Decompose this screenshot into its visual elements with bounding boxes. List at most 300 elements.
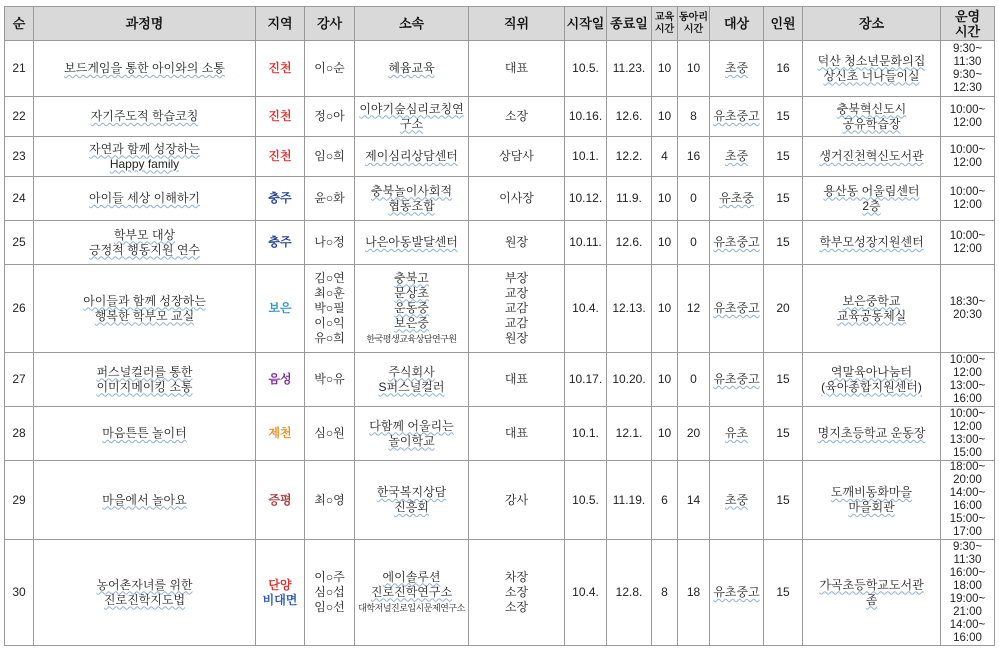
row-number-text: 27 xyxy=(12,372,26,386)
affiliation-text: 다함께 어울리는 놀이학교 xyxy=(369,418,454,448)
instructor-text: 임○희 xyxy=(314,149,345,163)
table-row xyxy=(5,97,995,137)
end-date-text: 11.19. xyxy=(612,492,646,507)
cell-end-date xyxy=(607,407,652,461)
club-hours-text: 0 xyxy=(690,235,697,249)
time-text: 10:00~ 12:00 xyxy=(949,103,986,129)
cell-edu-hours xyxy=(652,137,678,177)
start-date-text: 10.1. xyxy=(572,426,599,440)
instructor-text: 김○연 최○훈 박○필 이○익 유○희 xyxy=(314,271,345,345)
cell-count xyxy=(764,221,803,265)
course-name-text: 보드게임을 통한 아이와의 소통 xyxy=(64,61,225,75)
cell-club-hours xyxy=(678,353,710,407)
cell-target xyxy=(710,265,764,353)
cell-time xyxy=(941,407,995,461)
col-header-edu-hours: 교육 시간 xyxy=(652,7,678,41)
position-text: 원장 xyxy=(504,235,529,249)
cell-position xyxy=(469,97,565,137)
row-number-text: 26 xyxy=(12,301,26,315)
cell-edu-hours xyxy=(652,461,678,540)
count-text: 15 xyxy=(776,149,790,163)
cell-row-number xyxy=(5,97,34,137)
cell-position xyxy=(469,540,565,646)
cell-start-date xyxy=(565,540,607,646)
edu-hours-text: 6 xyxy=(661,492,668,507)
cell-end-date xyxy=(607,461,652,540)
cell-club-hours xyxy=(678,177,710,221)
cell-region xyxy=(256,353,305,407)
cell-time xyxy=(941,177,995,221)
cell-place xyxy=(803,97,941,137)
club-hours-text: 18 xyxy=(686,585,701,599)
position-text: 차장 소장 소장 xyxy=(504,570,529,614)
cell-time xyxy=(941,540,995,646)
place-text: 보은중학교 교육공동체실 xyxy=(836,293,907,323)
cell-affiliation xyxy=(355,41,469,97)
region-label: 진천 xyxy=(268,149,292,163)
row-number-text: 22 xyxy=(12,109,26,123)
cell-instructor xyxy=(305,407,355,461)
instructor-text: 이○주 심○섭 임○선 xyxy=(314,570,345,614)
cell-club-hours xyxy=(678,265,710,353)
edu-hours-text: 10 xyxy=(657,61,672,75)
cell-place xyxy=(803,353,941,407)
cell-region xyxy=(256,407,305,461)
cell-region xyxy=(256,265,305,353)
cell-course-name xyxy=(34,407,256,461)
col-header-instructor: 강사 xyxy=(305,7,355,41)
cell-count xyxy=(764,177,803,221)
cell-target xyxy=(710,41,764,97)
affiliation-text: 제이심리상담센터 xyxy=(365,149,458,163)
col-header-region: 지역 xyxy=(256,7,305,41)
col-header-end: 종료일 xyxy=(607,7,652,41)
start-date-text: 10.17. xyxy=(568,372,603,386)
cell-row-number xyxy=(5,461,34,540)
affiliation-text: 충북놀이사회적 협동조합 xyxy=(370,183,453,213)
table-row xyxy=(5,221,995,265)
cell-time xyxy=(941,221,995,265)
cell-edu-hours xyxy=(652,540,678,646)
col-header-club-hours: 동아리 시간 xyxy=(678,7,710,41)
cell-row-number xyxy=(5,137,34,177)
cell-place xyxy=(803,265,941,353)
club-hours-text: 14 xyxy=(686,492,701,507)
course-name-text: 아이들 세상 이해하기 xyxy=(89,191,200,205)
club-hours-text: 0 xyxy=(690,372,697,386)
cell-row-number xyxy=(5,540,34,646)
col-header-count: 인원 xyxy=(764,7,803,41)
target-text: 유초중고 xyxy=(713,301,760,315)
start-date-text: 10.5. xyxy=(572,492,599,507)
cell-count xyxy=(764,461,803,540)
cell-club-hours xyxy=(678,97,710,137)
place-text: 가곡초등학교도서관 좀 xyxy=(819,577,924,607)
start-date-text: 10.16. xyxy=(568,109,603,123)
instructor-text: 정○아 xyxy=(314,109,345,123)
course-name-text: 아이들과 함께 성장하는 행복한 학부모 교실 xyxy=(83,293,206,323)
cell-start-date xyxy=(565,97,607,137)
row-number-text: 30 xyxy=(12,585,26,599)
cell-start-date xyxy=(565,177,607,221)
count-text: 15 xyxy=(776,585,790,599)
cell-course-name xyxy=(34,97,256,137)
cell-region xyxy=(256,177,305,221)
cell-club-hours xyxy=(678,221,710,265)
col-header-start: 시작일 xyxy=(565,7,607,41)
cell-count xyxy=(764,41,803,97)
cell-instructor xyxy=(305,221,355,265)
end-date-text: 12.6. xyxy=(615,109,643,123)
course-name-text: 학부모 대상 긍정적 행동지원 연수 xyxy=(89,227,200,257)
cell-place xyxy=(803,137,941,177)
target-text: 유초중고 xyxy=(713,372,760,386)
cell-position xyxy=(469,137,565,177)
course-name-text: 자기주도적 학습코칭 xyxy=(90,109,199,123)
cell-affiliation xyxy=(355,177,469,221)
count-text: 15 xyxy=(776,372,790,386)
place-text: 도깨비동화마을 마을회관 xyxy=(830,485,913,514)
cell-end-date xyxy=(607,137,652,177)
start-date-text: 10.4. xyxy=(572,585,599,599)
target-text: 초중 xyxy=(724,492,749,507)
target-text: 유초중고 xyxy=(713,235,760,249)
time-text: 9:30~ 11:30 16:00~ 18:00 19:00~ 21:00 14:00~ 16:00 xyxy=(949,540,986,644)
cell-instructor xyxy=(305,353,355,407)
cell-edu-hours xyxy=(652,353,678,407)
cell-target xyxy=(710,221,764,265)
cell-course-name xyxy=(34,137,256,177)
cell-instructor xyxy=(305,177,355,221)
cell-position xyxy=(469,41,565,97)
cell-affiliation xyxy=(355,540,469,646)
place-text: 학부모성장지원센터 xyxy=(819,235,924,249)
course-name-text: 마음튼튼 놀이터 xyxy=(102,426,187,440)
cell-course-name xyxy=(34,41,256,97)
cell-place xyxy=(803,461,941,540)
instructor-text: 최○영 xyxy=(314,492,345,507)
edu-hours-text: 4 xyxy=(661,149,668,163)
table-row xyxy=(5,461,995,540)
col-header-time: 운영 시간 xyxy=(941,7,995,41)
instructor-text: 나○정 xyxy=(314,235,345,249)
course-table-body xyxy=(5,41,995,646)
cell-place xyxy=(803,221,941,265)
cell-edu-hours xyxy=(652,97,678,137)
position-text: 상담사 xyxy=(499,149,534,163)
cell-start-date xyxy=(565,41,607,97)
cell-course-name xyxy=(34,353,256,407)
count-text: 15 xyxy=(776,426,790,440)
cell-place xyxy=(803,407,941,461)
instructor-text: 이○순 xyxy=(314,61,345,75)
cell-course-name xyxy=(34,177,256,221)
course-name-text: 자연과 함께 성장하는 Happy family xyxy=(89,141,200,171)
cell-end-date xyxy=(607,353,652,407)
time-text: 10:00~ 12:00 13:00~ 16:00 xyxy=(949,353,986,405)
position-text: 강사 xyxy=(504,492,529,507)
position-text: 대표 xyxy=(504,61,529,75)
cell-start-date xyxy=(565,137,607,177)
end-date-text: 10.20. xyxy=(612,372,646,386)
cell-time xyxy=(941,461,995,540)
cell-course-name xyxy=(34,221,256,265)
cell-target xyxy=(710,97,764,137)
cell-target xyxy=(710,353,764,407)
region-label: 음성 xyxy=(268,372,292,386)
time-text: 18:00~ 20:00 14:00~ 16:00 15:00~ 17:00 xyxy=(949,461,986,538)
position-text: 대표 xyxy=(504,372,529,386)
end-date-text: 11.23. xyxy=(612,61,646,75)
col-header-target: 대상 xyxy=(710,7,764,41)
cell-instructor xyxy=(305,97,355,137)
region-label: 진천 xyxy=(268,109,292,123)
cell-affiliation xyxy=(355,407,469,461)
cell-club-hours xyxy=(678,407,710,461)
row-number-text: 25 xyxy=(12,235,26,249)
edu-hours-text: 8 xyxy=(661,585,668,599)
region-label: 충주 xyxy=(268,235,292,249)
instructor-text: 심○원 xyxy=(314,426,345,440)
cell-count xyxy=(764,540,803,646)
instructor-text: 윤○화 xyxy=(314,191,345,205)
edu-hours-text: 10 xyxy=(657,235,672,249)
affiliation-text: 혜윰교육 xyxy=(388,61,435,75)
cell-end-date xyxy=(607,540,652,646)
end-date-text: 12.1. xyxy=(615,426,643,440)
cell-position xyxy=(469,177,565,221)
end-date-text: 12.6. xyxy=(615,235,643,249)
position-text: 소장 xyxy=(504,109,529,123)
affiliation-text: 에이솔루션 진로진학연구소 xyxy=(370,569,453,599)
target-text: 유초중 xyxy=(719,191,754,205)
club-hours-text: 10 xyxy=(686,61,701,75)
cell-target xyxy=(710,177,764,221)
cell-end-date xyxy=(607,265,652,353)
cell-region xyxy=(256,461,305,540)
table-row xyxy=(5,177,995,221)
cell-end-date xyxy=(607,177,652,221)
cell-region xyxy=(256,540,305,646)
col-header-place: 장소 xyxy=(803,7,941,41)
cell-place xyxy=(803,41,941,97)
affiliation-small-text: 대학저널진로입시문제연구소 xyxy=(358,602,465,613)
place-text: 명지초등학교 운동장 xyxy=(817,426,926,440)
target-text: 초중 xyxy=(724,61,749,75)
time-text: 18:30~ 20:30 xyxy=(949,295,986,321)
cell-affiliation xyxy=(355,265,469,353)
end-date-text: 12.8. xyxy=(615,585,643,599)
region-label: 제천 xyxy=(268,426,292,440)
count-text: 16 xyxy=(776,61,790,75)
time-text: 9:30~ 11:30 9:30~ 12:30 xyxy=(952,42,983,94)
cell-instructor xyxy=(305,461,355,540)
row-number-text: 21 xyxy=(12,61,26,75)
cell-position xyxy=(469,461,565,540)
count-text: 15 xyxy=(776,191,790,205)
cell-position xyxy=(469,407,565,461)
target-text: 유초중고 xyxy=(713,585,760,599)
cell-count xyxy=(764,353,803,407)
cell-target xyxy=(710,407,764,461)
edu-hours-text: 10 xyxy=(657,372,672,386)
cell-end-date xyxy=(607,97,652,137)
cell-start-date xyxy=(565,353,607,407)
cell-place xyxy=(803,177,941,221)
cell-edu-hours xyxy=(652,177,678,221)
club-hours-text: 12 xyxy=(686,301,701,315)
cell-time xyxy=(941,353,995,407)
cell-target xyxy=(710,137,764,177)
club-hours-text: 8 xyxy=(690,109,697,123)
table-row xyxy=(5,353,995,407)
count-text: 15 xyxy=(776,109,790,123)
cell-start-date xyxy=(565,221,607,265)
region-label: 충주 xyxy=(268,191,292,205)
region-label: 단양 xyxy=(268,577,292,592)
target-text: 초중 xyxy=(724,149,749,163)
start-date-text: 10.5. xyxy=(572,61,599,75)
end-date-text: 12.2. xyxy=(615,149,643,163)
affiliation-text: 나은아동발달센터 xyxy=(365,235,458,249)
cell-end-date xyxy=(607,41,652,97)
cell-time xyxy=(941,41,995,97)
cell-row-number xyxy=(5,221,34,265)
affiliation-text: 한국복지상담 진흥회 xyxy=(376,485,447,514)
cell-position xyxy=(469,353,565,407)
edu-hours-text: 10 xyxy=(657,426,672,440)
table-row xyxy=(5,407,995,461)
cell-row-number xyxy=(5,407,34,461)
cell-affiliation xyxy=(355,137,469,177)
target-text: 유초중고 xyxy=(713,109,760,123)
col-header-no: 순 xyxy=(5,7,34,41)
start-date-text: 10.12. xyxy=(568,191,603,205)
cell-edu-hours xyxy=(652,265,678,353)
target-text: 유초 xyxy=(724,426,749,440)
end-date-text: 12.13. xyxy=(612,301,646,315)
cell-position xyxy=(469,221,565,265)
col-header-course: 과정명 xyxy=(34,7,256,41)
start-date-text: 10.1. xyxy=(572,149,599,163)
cell-row-number xyxy=(5,265,34,353)
course-name-text: 마을에서 놀아요 xyxy=(102,492,187,507)
position-text: 이사장 xyxy=(499,191,534,205)
cell-time xyxy=(941,137,995,177)
place-text: 덕산 청소년문화의집 상신초 너나들이실 xyxy=(817,53,926,83)
affiliation-text: 이야기숲심리코칭연 구소 xyxy=(359,101,464,131)
col-header-position: 직위 xyxy=(469,7,565,41)
cell-edu-hours xyxy=(652,407,678,461)
cell-instructor xyxy=(305,265,355,353)
course-name-text: 퍼스널컬러를 통한 이미지메이킹 소통 xyxy=(96,364,193,394)
row-number-text: 28 xyxy=(12,426,26,440)
cell-end-date xyxy=(607,221,652,265)
affiliation-small-text: 한국평생교육상담연구원 xyxy=(366,333,457,344)
start-date-text: 10.11. xyxy=(569,235,602,249)
cell-affiliation xyxy=(355,353,469,407)
cell-instructor xyxy=(305,41,355,97)
time-text: 10:00~ 12:00 xyxy=(949,229,986,255)
affiliation-text: 주식회사 S퍼스널컬러 xyxy=(378,364,445,394)
row-number-text: 24 xyxy=(12,191,26,205)
cell-club-hours xyxy=(678,137,710,177)
edu-hours-text: 10 xyxy=(657,191,672,205)
start-date-text: 10.4. xyxy=(572,301,599,315)
region-label: 진천 xyxy=(268,61,292,75)
cell-edu-hours xyxy=(652,41,678,97)
col-header-affiliation: 소속 xyxy=(355,7,469,41)
position-text: 대표 xyxy=(504,426,529,440)
course-table-wrapper xyxy=(4,6,994,646)
course-table xyxy=(4,6,995,646)
place-text: 생거진천혁신도서관 xyxy=(819,149,924,163)
count-text: 15 xyxy=(776,492,790,507)
place-text: 충북혁신도시 공유학습장 xyxy=(836,101,907,131)
table-row xyxy=(5,137,995,177)
cell-club-hours xyxy=(678,540,710,646)
position-text: 부장 교장 교감 교감 원장 xyxy=(504,271,529,345)
club-hours-text: 0 xyxy=(690,191,697,205)
count-text: 15 xyxy=(776,235,790,249)
cell-row-number xyxy=(5,41,34,97)
cell-time xyxy=(941,97,995,137)
course-name-text: 농어촌자녀를 위한 진로진학지도법 xyxy=(96,577,193,607)
region-label-secondary: 비대면 xyxy=(262,592,298,607)
cell-target xyxy=(710,540,764,646)
end-date-text: 11.9. xyxy=(616,191,642,205)
cell-start-date xyxy=(565,461,607,540)
cell-count xyxy=(764,97,803,137)
cell-row-number xyxy=(5,177,34,221)
cell-start-date xyxy=(565,265,607,353)
row-number-text: 23 xyxy=(12,149,26,163)
cell-position xyxy=(469,265,565,353)
table-row xyxy=(5,540,995,646)
cell-count xyxy=(764,137,803,177)
edu-hours-text: 10 xyxy=(657,109,672,123)
region-label: 보은 xyxy=(268,301,292,315)
cell-instructor xyxy=(305,540,355,646)
place-text: 역말육아나눔터 (육아종합지원센터) xyxy=(821,364,922,394)
instructor-text: 박○유 xyxy=(314,372,345,386)
cell-affiliation xyxy=(355,461,469,540)
region-label: 증평 xyxy=(268,492,292,507)
cell-region xyxy=(256,221,305,265)
count-text: 20 xyxy=(776,301,790,315)
club-hours-text: 16 xyxy=(686,149,701,163)
cell-instructor xyxy=(305,137,355,177)
cell-place xyxy=(803,540,941,646)
cell-row-number xyxy=(5,353,34,407)
cell-region xyxy=(256,137,305,177)
cell-time xyxy=(941,265,995,353)
cell-region xyxy=(256,97,305,137)
time-text: 10:00~ 12:00 xyxy=(949,185,986,211)
cell-affiliation xyxy=(355,97,469,137)
time-text: 10:00~ 12:00 13:00~ 15:00 xyxy=(949,407,986,459)
header-row xyxy=(5,7,995,41)
affiliation-text: 충북고 문상초 운동중 보은중 xyxy=(394,270,429,330)
edu-hours-text: 10 xyxy=(657,301,672,315)
cell-affiliation xyxy=(355,221,469,265)
cell-start-date xyxy=(565,407,607,461)
cell-course-name xyxy=(34,265,256,353)
table-row xyxy=(5,41,995,97)
cell-region xyxy=(256,41,305,97)
cell-count xyxy=(764,265,803,353)
cell-club-hours xyxy=(678,461,710,540)
